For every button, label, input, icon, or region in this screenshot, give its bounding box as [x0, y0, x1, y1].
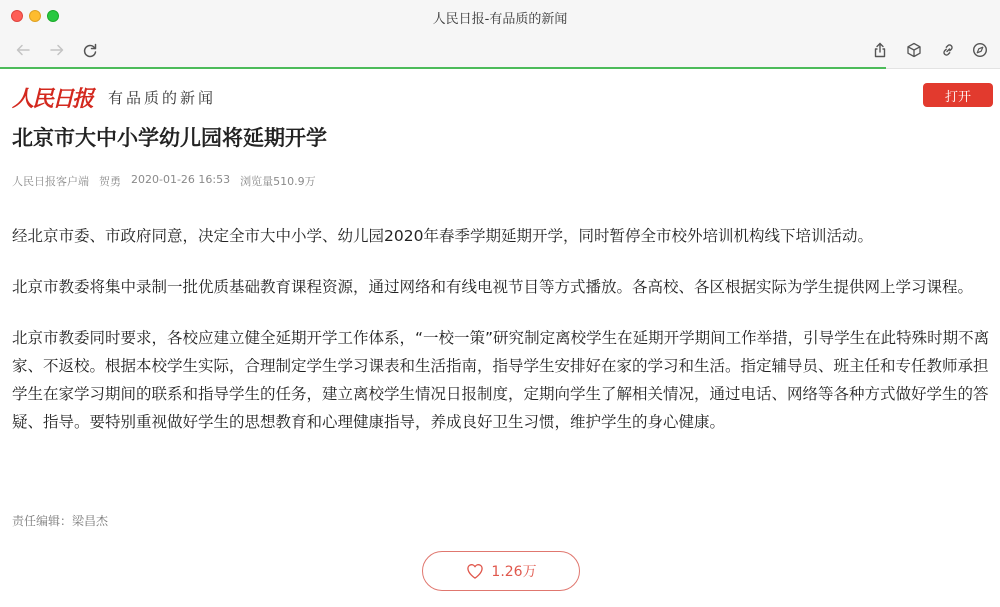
browser-toolbar: [0, 0, 1000, 69]
article-author: 贺勇: [99, 175, 121, 188]
article-title: 北京市大中小学幼儿园将延期开学: [12, 126, 327, 150]
article-datetime: 2020-01-26 16:53: [131, 173, 231, 186]
copy-link-button[interactable]: [937, 39, 959, 61]
cube-icon: [906, 42, 922, 58]
arrow-left-icon: [15, 42, 31, 58]
share-icon: [872, 42, 888, 58]
link-icon: [940, 42, 956, 58]
article-view-count: 浏览量510.9万: [240, 175, 316, 188]
article-body: [12, 222, 996, 459]
page-load-progress-bar: [0, 67, 886, 69]
article-paragraph: 北京市教委将集中录制一批优质基础教育课程资源，通过网络和有线电视节目等方式播放。各高校、各区根据实际为学生提供网上学习课程。: [12, 278, 974, 296]
article-paragraph: 经北京市委、市政府同意，决定全市大中小学、幼儿园2020年春季学期延期开学，同时暂停全市校外培训机构线下培训活动。: [12, 227, 873, 245]
forward-button[interactable]: [46, 39, 68, 61]
open-in-app-button[interactable]: 打开: [923, 83, 993, 107]
share-button[interactable]: [869, 39, 891, 61]
back-button[interactable]: [12, 39, 34, 61]
brand-slogan: 有品质的新闻: [108, 89, 217, 107]
window-title: 人民日报-有品质的新闻: [432, 12, 568, 27]
open-in-browser-button[interactable]: [969, 39, 991, 61]
article-meta: [12, 173, 316, 189]
article-source: 人民日报客户端: [12, 175, 89, 188]
like-button[interactable]: [422, 551, 580, 591]
reload-button[interactable]: [79, 39, 101, 61]
people-daily-logo: 人民日报: [12, 86, 93, 112]
compass-icon: [972, 42, 988, 58]
heart-icon: [465, 561, 485, 581]
brand-header: [12, 82, 216, 113]
reload-icon: [82, 42, 98, 58]
extension-button[interactable]: [903, 39, 925, 61]
like-count: 1.26万: [491, 564, 537, 580]
responsible-editor: 责任编辑：梁昌杰: [12, 514, 109, 528]
article-paragraph: 北京市教委同时要求，各校应建立健全延期开学工作体系，“一校一策”研究制定离校学生在延期开学期间工作举措，引导学生在此特殊时期不离家、不返校。根据本校学生实际，合理制定学生学习课表和生活指南，指导学生安排好在家的学习和生活。指定辅导员、班主任和专任教师承担学生在家学习期间的联系和指导学生的任务，建立离校学生情况日报制度，定期向学生了解相关情况，通过电话、网络等各种方式做好学生的答疑、指导。要特别重视做好学生的思想教育和心理健康指导，养成良好卫生习惯，维护学生的身心健康。: [12, 329, 990, 431]
arrow-right-icon: [49, 42, 65, 58]
